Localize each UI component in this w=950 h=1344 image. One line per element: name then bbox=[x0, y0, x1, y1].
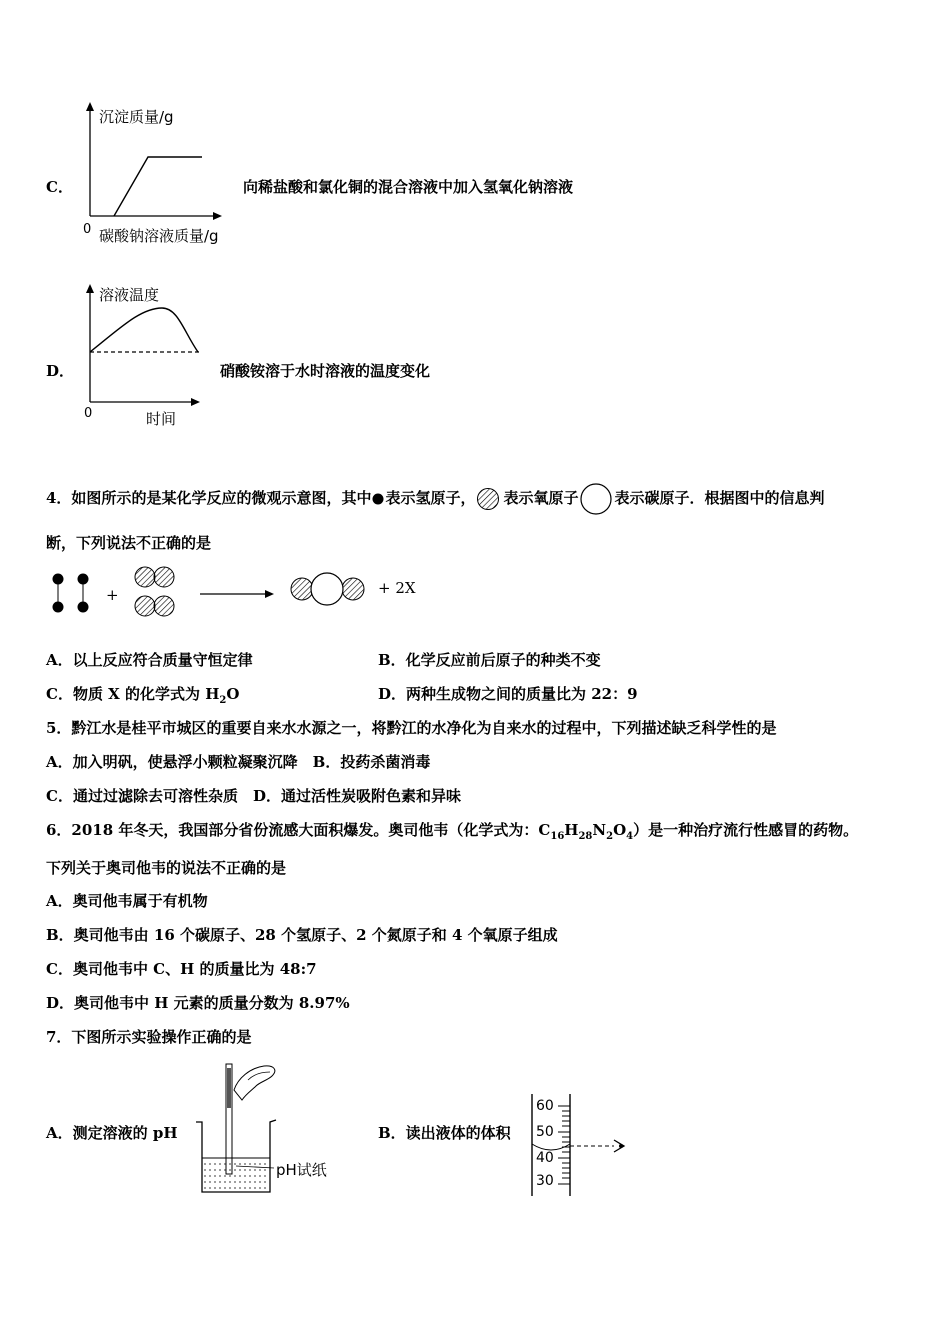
q6-optC: C．奥司他韦中 C、H 的质量比为 48:7 bbox=[46, 960, 317, 978]
q3-optC-origin: 0 bbox=[83, 222, 92, 237]
q4-stem-b: 表示氢原子， bbox=[385, 489, 476, 507]
q4-stem-d: 表示碳原子．根据图中的信息判 bbox=[614, 489, 825, 507]
q6-optA: A．奥司他韦属于有机物 bbox=[46, 892, 208, 910]
temperature-curve bbox=[90, 308, 198, 352]
liquid-fill bbox=[204, 1164, 268, 1188]
co2-molecule bbox=[291, 573, 364, 605]
cylinder-tick-30: 30 bbox=[536, 1173, 554, 1189]
q4-product-extra: + 2X bbox=[378, 579, 416, 597]
q3-optD-ylabel: 溶液温度 bbox=[99, 286, 160, 304]
reaction-arrowhead bbox=[265, 590, 274, 598]
hydrogen-molecules bbox=[53, 574, 89, 613]
q6-optB: B．奥司他韦由 16 个碳原子、28 个氢原子、2 个氮原子和 4 个氧原子组成 bbox=[46, 926, 558, 944]
q7-optB: B．读出液体的体积 bbox=[378, 1124, 511, 1142]
q4-optD: D．两种生成物之间的质量比为 22：9 bbox=[378, 685, 638, 703]
q3-optC-letter: C． bbox=[46, 178, 73, 196]
q6-sub-16: 16 bbox=[550, 831, 565, 842]
q6-stem-post: ）是一种治疗流行性感冒的药物。 bbox=[633, 821, 859, 839]
q7-optA: A．测定溶液的 pH bbox=[46, 1124, 178, 1142]
q5-options-line1: A．加入明矾，使悬浮小颗粒凝聚沉降 B．投药杀菌消毒 bbox=[46, 753, 431, 771]
q3-optC-ylabel: 沉淀质量/g bbox=[99, 108, 174, 126]
x-axis-arrow bbox=[191, 398, 200, 406]
q6-sub-28: 28 bbox=[578, 831, 593, 842]
hydrogen-atom-icon bbox=[371, 492, 385, 506]
beaker-outline bbox=[196, 1120, 276, 1192]
q6-h: H bbox=[564, 821, 579, 839]
q4-optC bbox=[46, 683, 239, 706]
q6-stem-line2: 下列关于奥司他韦的说法不正确的是 bbox=[46, 859, 287, 877]
q4-optC-post: O bbox=[226, 685, 240, 703]
q5-stem: 5．黔江水是桂平市城区的重要自来水水源之一，将黔江的水净化为自来水的过程中，下列描述缺乏科学性的是 bbox=[46, 719, 777, 737]
q4-stem-line1 bbox=[46, 482, 825, 516]
ph-paper-grip bbox=[227, 1068, 231, 1108]
cylinder-tick-50: 50 bbox=[536, 1124, 554, 1140]
ph-paper-caption: pH试纸 bbox=[276, 1161, 327, 1179]
q3-optC-text: 向稀盐酸和氯化铜的混合溶液中加入氢氧化钠溶液 bbox=[243, 178, 574, 196]
oxygen-atom-icon bbox=[475, 486, 503, 512]
oxygen-molecules bbox=[135, 567, 174, 616]
q4-stem-a: 4．如图所示的是某化学反应的微观示意图，其中 bbox=[46, 489, 372, 507]
q7-stem: 7．下图所示实验操作正确的是 bbox=[46, 1028, 252, 1046]
q6-n: N bbox=[592, 821, 607, 839]
q4-optC-sub: 2 bbox=[219, 695, 227, 706]
q4-optB: B．化学反应前后原子的种类不变 bbox=[378, 651, 601, 669]
q4-stem-line2: 断，下列说法不正确的是 bbox=[46, 534, 212, 552]
q3-optD-letter: D． bbox=[46, 362, 75, 380]
q4-stem-c: 表示氧原子 bbox=[503, 489, 579, 507]
cylinder-tick-40: 40 bbox=[536, 1150, 554, 1166]
hand-icon bbox=[234, 1066, 275, 1100]
q6-stem-pre: 6．2018 年冬天，我国部分省份流感大面积爆发。奥司他韦（化学式为：C bbox=[46, 821, 551, 839]
q6-stem-line1 bbox=[46, 819, 858, 842]
y-axis-arrow bbox=[86, 102, 94, 111]
ph-caption-pointer bbox=[236, 1166, 274, 1168]
q3-optD-text: 硝酸铵溶于水时溶液的温度变化 bbox=[220, 362, 431, 380]
q6-sub-4: 4 bbox=[626, 831, 634, 842]
q3-optD-origin: 0 bbox=[84, 406, 93, 421]
x-axis-arrow bbox=[213, 212, 222, 220]
precipitate-curve bbox=[114, 157, 202, 216]
cylinder-tick-60: 60 bbox=[536, 1098, 554, 1114]
q6-o: O bbox=[613, 821, 627, 839]
q4-plus-sign: + bbox=[106, 586, 119, 604]
q3-optD-xlabel: 时间 bbox=[146, 410, 177, 428]
q4-optC-pre: C．物质 X 的化学式为 H bbox=[46, 685, 220, 703]
q4-optA: A．以上反应符合质量守恒定律 bbox=[46, 651, 253, 669]
q3-optC-xlabel: 碳酸钠溶液质量/g bbox=[99, 227, 219, 245]
q5-options-line2: C．通过过滤除去可溶性杂质 D．通过活性炭吸附色素和异味 bbox=[46, 787, 461, 805]
q6-optD: D．奥司他韦中 H 元素的质量分数为 8.97% bbox=[46, 994, 350, 1012]
q6-sub-2: 2 bbox=[606, 831, 614, 842]
y-axis-arrow bbox=[86, 284, 94, 293]
carbon-atom-icon bbox=[578, 482, 614, 516]
